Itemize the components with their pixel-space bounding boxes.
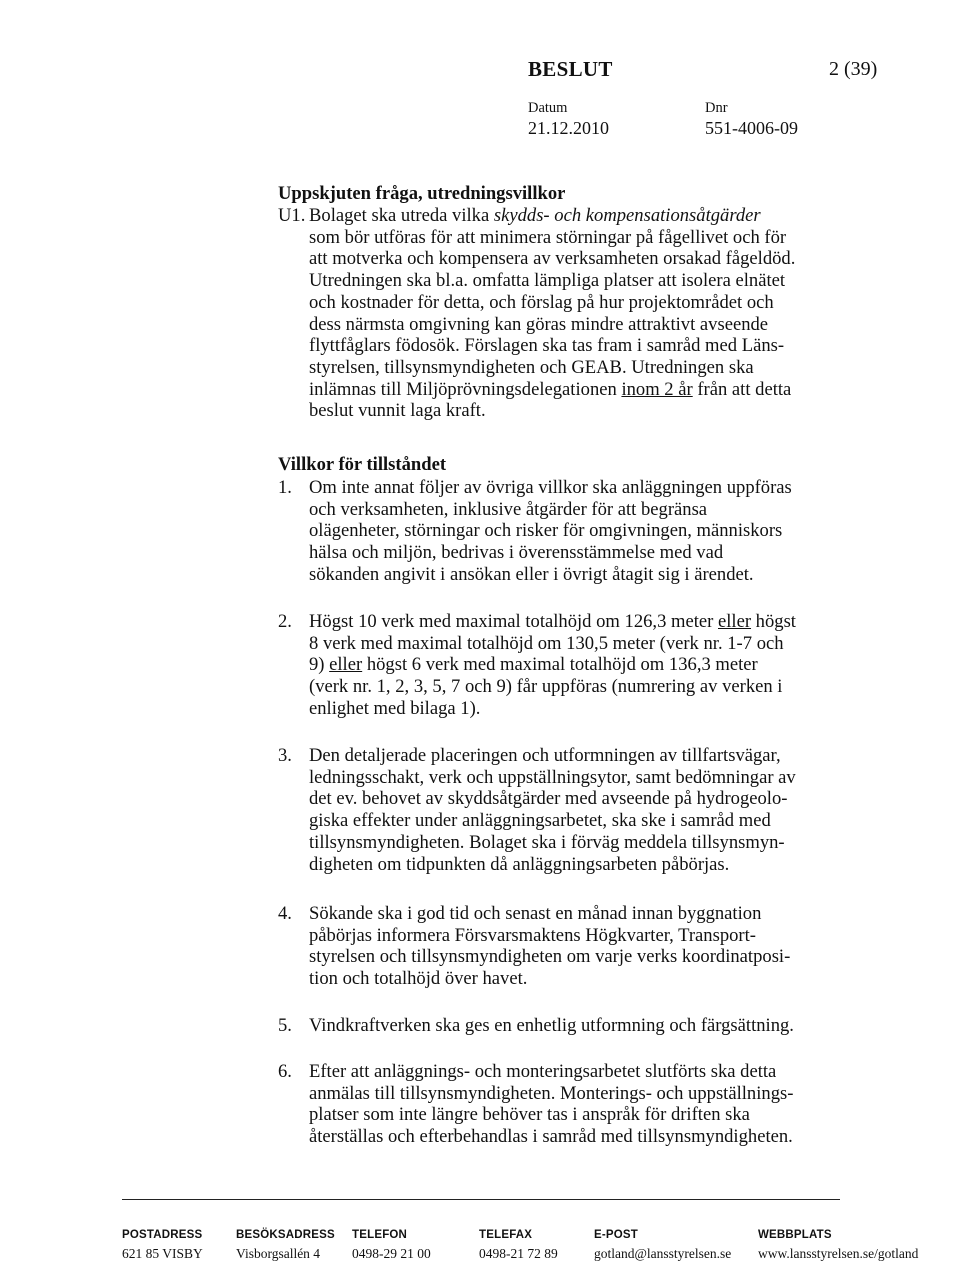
- condition-1-text: [309, 477, 824, 586]
- deferred-line: flyttfåglars födosök. Förslagen ska tas fram i samråd med Läns-: [309, 335, 785, 357]
- deferred-line: och kostnader för detta, och förslag på hur projektområdet och: [309, 291, 774, 313]
- measures-italic: skydds- och kompensationsåtgärder: [493, 205, 761, 226]
- deferred-line: inlämnas till Miljöprövningsdelegationen inom 2 år från att detta: [309, 378, 792, 400]
- condition-line: tion och totalhöjd över havet.: [309, 968, 528, 990]
- condition-line: styrelsen och tillsynsmyndigheten om varje verks koordinatposi-: [309, 946, 791, 968]
- footer-fax: 0498-21 72 89: [479, 1246, 558, 1261]
- condition-number: 4.: [278, 903, 292, 924]
- conditions-heading: Villkor för tillståndet: [278, 454, 447, 475]
- footer-visit: Visborgsallén 4: [236, 1246, 321, 1261]
- condition-line: hälsa och miljön, bedrivas i överensstämmelse med vad: [309, 542, 724, 564]
- condition-line: enlighet med bilaga 1).: [309, 697, 481, 719]
- condition-line: anmälas till tillsynsmyndigheten. Monterings- och uppställnings-: [309, 1082, 794, 1104]
- condition-line: påbörjas informera Försvarsmaktens Högkvarter, Transport-: [309, 924, 756, 946]
- condition-number: 6.: [278, 1061, 292, 1082]
- condition-line: 9) eller högst 6 verk med maximal totalhöjd om 136,3 meter: [309, 654, 758, 676]
- condition-number: 5.: [278, 1015, 292, 1036]
- condition-line: olägenheter, störningar och risker för omgivningen, människors: [309, 520, 783, 542]
- condition-2-text: [309, 611, 824, 720]
- condition-line: tillsynsmyndigheten. Bolaget ska i förväg meddela tillsynsmyn-: [309, 831, 785, 853]
- deferred-line: som bör utföras för att minimera störningar på fågellivet och för: [309, 226, 787, 248]
- condition-number: 3.: [278, 745, 292, 766]
- footer-divider: [122, 1199, 840, 1200]
- condition-line: (verk nr. 1, 2, 3, 5, 7 och 9) får uppföras (numrering av verken i: [309, 676, 783, 698]
- deferred-line: Bolaget ska utreda vilka skydds- och kompensationsåtgärder: [309, 205, 761, 226]
- footer-web-label: WEBBPLATS: [758, 1229, 832, 1241]
- date-value: 21.12.2010: [528, 118, 609, 138]
- deferred-paragraph: [309, 205, 824, 422]
- deferred-line: styrelsen, tillsynsmyndigheten och GEAB. Utredningen ska: [309, 356, 754, 378]
- footer-phone-label: TELEFON: [352, 1229, 408, 1241]
- condition-number: 2.: [278, 611, 292, 632]
- condition-number: 1.: [278, 477, 292, 498]
- deferred-line: dess närmsta omgivning kan göras mindre attraktivt avseende: [309, 313, 769, 335]
- page-number: 2 (39): [829, 58, 878, 80]
- condition-5-text: [309, 1015, 824, 1037]
- footer-web: www.lansstyrelsen.se/gotland: [758, 1246, 919, 1261]
- deferred-line: beslut vunnit laga kraft.: [309, 400, 486, 422]
- footer-email: gotland@lansstyrelsen.se: [594, 1246, 732, 1261]
- deferred-id: U1.: [278, 205, 306, 226]
- condition-line: ledningsschakt, verk och uppställningsytor, samt bedömningar av: [309, 766, 796, 788]
- condition-4-text: [309, 903, 824, 990]
- condition-6-text: [309, 1061, 824, 1148]
- footer-fax-label: TELEFAX: [479, 1229, 533, 1241]
- condition-line: Den detaljerade placeringen och utformningen av tillfartsvägar,: [309, 745, 781, 766]
- dnr-label: Dnr: [705, 100, 728, 116]
- condition-line: Om inte annat följer av övriga villkor ska anläggningen uppföras: [309, 477, 792, 498]
- deadline-underlined: inom 2 år: [621, 378, 693, 400]
- condition-line: 8 verk med maximal totalhöjd om 130,5 meter (verk nr. 1-7 och: [309, 632, 784, 654]
- condition-line: och verksamheten, inklusive åtgärder för att begränsa: [309, 498, 708, 520]
- footer-postal-label: POSTADRESS: [122, 1229, 203, 1241]
- dnr-value: 551-4006-09: [705, 118, 798, 138]
- date-label: Datum: [528, 100, 568, 116]
- condition-line: återställas och efterbehandlas i samråd med tillsynsmyndigheten.: [309, 1126, 793, 1148]
- condition-3-text: [309, 745, 824, 875]
- condition-line: digheten om tidpunkten då anläggningsarbeten påbörjas.: [309, 853, 730, 875]
- deferred-line: att motverka och kompensera av verksamheten orsakad fågeldöd.: [309, 248, 796, 270]
- document-type: BESLUT: [528, 57, 613, 81]
- condition-line: det ev. behovet av skyddsåtgärder med avseende på hydrogeolo-: [309, 788, 788, 810]
- footer-postal: 621 85 VISBY: [122, 1246, 203, 1261]
- or-underlined: eller: [329, 654, 363, 676]
- condition-line: Vindkraftverken ska ges en enhetlig utformning och färgsättning.: [309, 1015, 794, 1036]
- deferred-line: Utredningen ska bl.a. omfatta lämpliga platser att isolera elnätet: [309, 270, 786, 292]
- condition-line: Efter att anläggnings- och monteringsarbetet slutförts ska detta: [309, 1061, 777, 1082]
- condition-line: sökanden angivit i ansökan eller i övrigt åtagit sig i ärendet.: [309, 563, 754, 585]
- condition-line: Högst 10 verk med maximal totalhöjd om 126,3 meter eller högst: [309, 611, 796, 632]
- condition-line: Sökande ska i god tid och senast en månad innan byggnation: [309, 903, 762, 924]
- footer-phone: 0498-29 21 00: [352, 1246, 431, 1261]
- deferred-heading: Uppskjuten fråga, utredningsvillkor: [278, 183, 566, 204]
- condition-line: giska effekter under anläggningsarbetet, ska ske i samråd med: [309, 810, 771, 832]
- footer-email-label: E-POST: [594, 1229, 639, 1241]
- condition-line: platser som inte längre behöver tas i anspråk för driften ska: [309, 1104, 750, 1126]
- or-underlined: eller: [718, 611, 752, 632]
- footer-visit-label: BESÖKSADRESS: [236, 1229, 335, 1241]
